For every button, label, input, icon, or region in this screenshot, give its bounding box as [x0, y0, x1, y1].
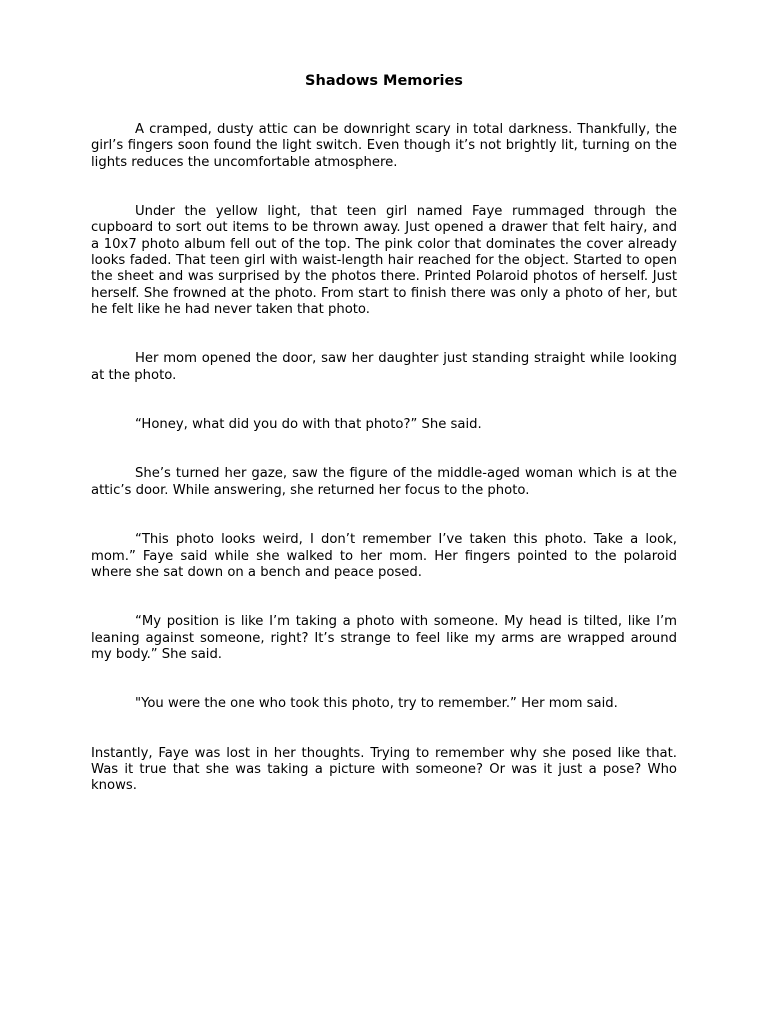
paragraph: Under the yellow light, that teen girl named Faye rummaged through the cupboard to sort out items to be thrown away. Just opened a drawer that felt hairy, and a 10x7 photo album fell out of the top. The pink color that dominates the cover already looks faded. That teen girl with waist-length hair reached for the object. Started to open the sheet and was surprised by the photos there. Printed Polaroid photos of herself. Just herself. She frowned at the photo. From start to finish there was only a photo of her, but he felt like he had never taken that photo.	[91, 204, 677, 318]
document-title: Shadows Memories	[305, 73, 463, 89]
paragraph: “Honey, what did you do with that photo?” She said.	[135, 417, 482, 433]
paragraph: Instantly, Faye was lost in her thoughts. Trying to remember why she posed like that. Was it true that she was taking a picture with someone? Or was it just a pose? Who knows.	[91, 745, 677, 794]
paragraph: A cramped, dusty attic can be downright scary in total darkness. Thankfully, the girl’s fingers soon found the light switch. Even though it’s not brightly lit, turning on the lights reduces the uncomfortable atmosphere.	[91, 122, 677, 170]
paragraph: Her mom opened the door, saw her daughter just standing straight while looking at the photo.	[91, 351, 677, 383]
paragraph: "You were the one who took this photo, try to remember.” Her mom said.	[135, 696, 618, 712]
paragraph: “This photo looks weird, I don’t remember I’ve taken this photo. Take a look, mom.” Faye said while she walked to her mom. Her fingers pointed to the polaroid where she sat down on a bench and peace posed.	[91, 532, 677, 580]
paragraph: “My position is like I’m taking a photo with someone. My head is tilted, like I’m leaning against someone, right? It’s strange to feel like my arms are wrapped around my body.” She said.	[91, 614, 677, 662]
paragraph: She’s turned her gaze, saw the figure of the middle-aged woman which is at the attic’s door. While answering, she returned her focus to the photo.	[91, 466, 677, 498]
document-body	[91, 122, 677, 828]
